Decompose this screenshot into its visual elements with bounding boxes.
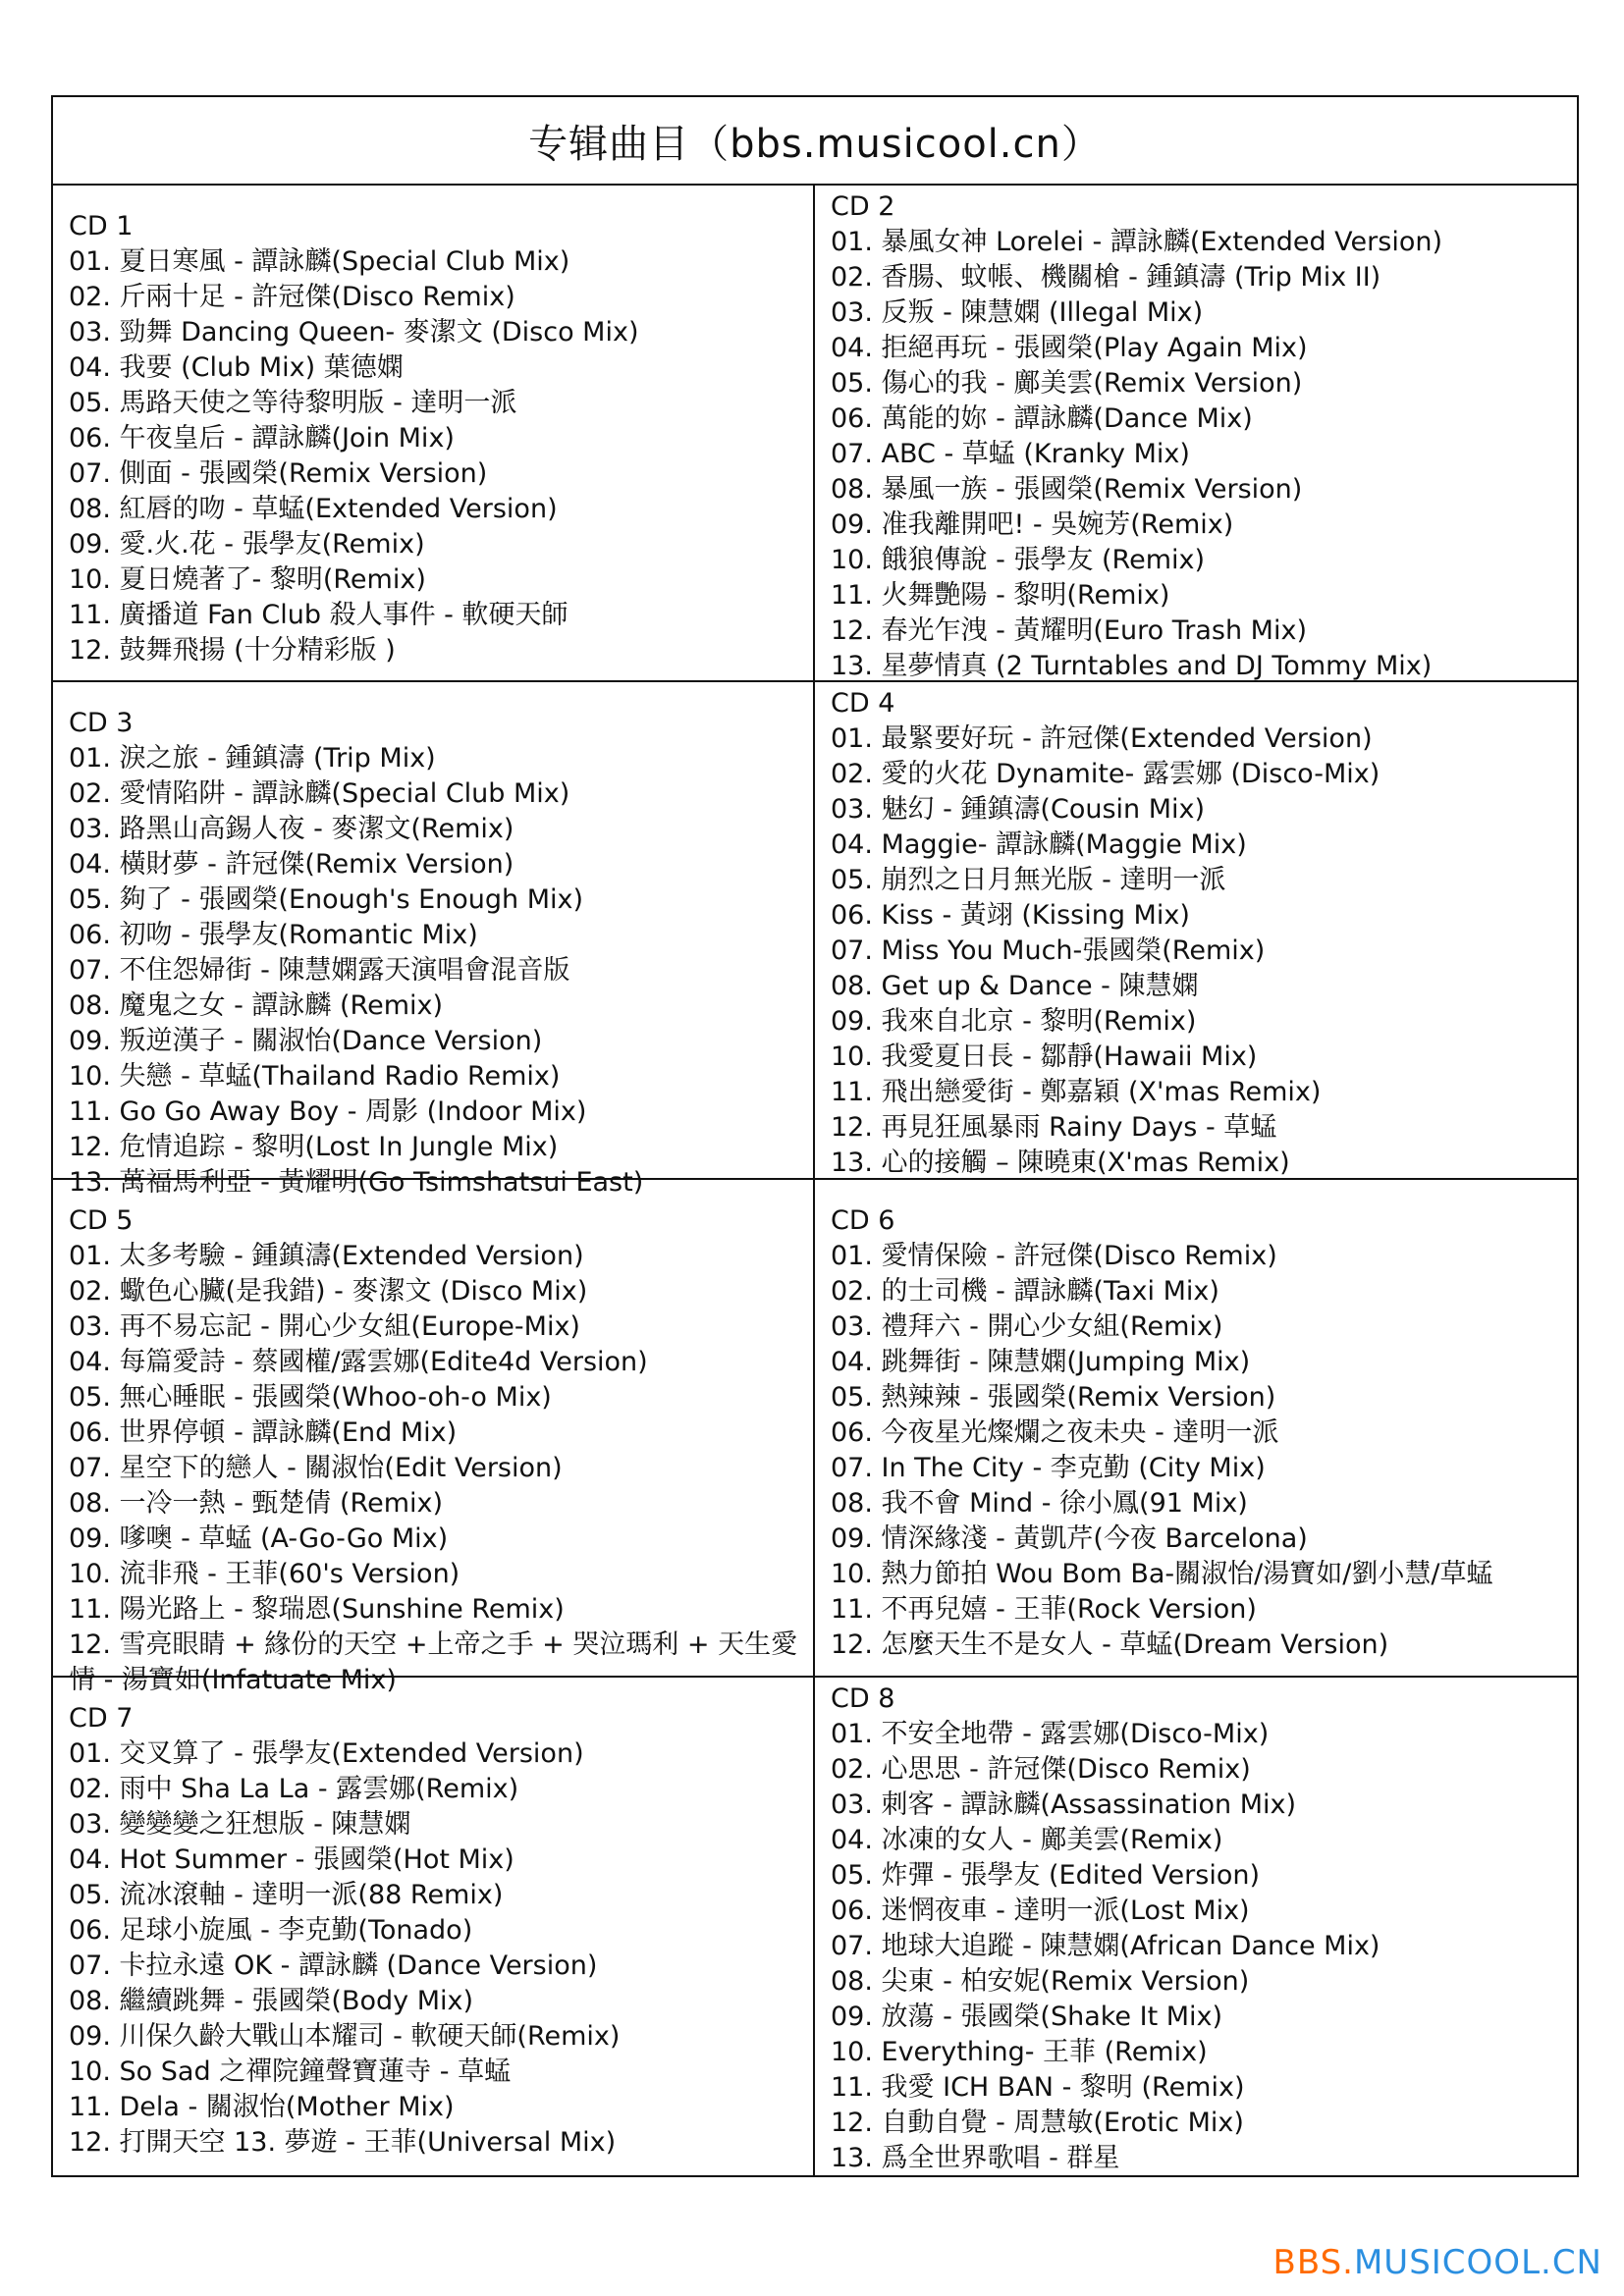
track-item: 06. 初吻 - 張學友(Romantic Mix): [69, 920, 478, 950]
track-item: 01. 交叉算了 - 張學友(Extended Version): [69, 1738, 584, 1769]
track-item: 07. 不住怨婦街 - 陳慧嫻露天演唱會混音版: [69, 955, 570, 986]
cd-label: CD 7: [69, 1703, 134, 1734]
track-item: 02. 的士司機 - 譚詠麟(Taxi Mix): [831, 1276, 1219, 1307]
track-item: 04. 冰凍的女人 - 鄺美雲(Remix): [831, 1825, 1223, 1855]
track-item: 05. 傷心的我 - 鄺美雲(Remix Version): [831, 368, 1303, 399]
track-item: 13. 萬福馬利亞 - 黃耀明(Go Tsimshatsui East): [69, 1167, 644, 1198]
track-item: 10. So Sad 之禪院鐘聲寶蓮寺 - 草蜢: [69, 2056, 512, 2087]
track-item: 09. 我來自北京 - 黎明(Remix): [831, 1006, 1197, 1037]
track-item: 11. Dela - 關淑怡(Mother Mix): [69, 2092, 455, 2122]
track-item: 07. 卡拉永遠 OK - 譚詠麟 (Dance Version): [69, 1950, 598, 1981]
track-item: 06. 今夜星光燦爛之夜未央 - 達明一派: [831, 1417, 1279, 1448]
track-item: 09. 嗲噢 - 草蜢 (A-Go-Go Mix): [69, 1523, 449, 1554]
track-item: 12. 再見狂風暴雨 Rainy Days - 草蜢: [831, 1112, 1277, 1143]
track-item: 12. 鼓舞飛揚 (十分精彩版 ): [69, 635, 396, 666]
track-item: 03. 變變變之狂想版 - 陳慧嫻: [69, 1809, 411, 1840]
track-item: 07. 星空下的戀人 - 關淑怡(Edit Version): [69, 1453, 563, 1483]
track-item: 02. 蠍色心臟(是我錯) - 麥潔文 (Disco Mix): [69, 1276, 588, 1307]
track-item: 11. 不再兒嬉 - 王菲(Rock Version): [831, 1594, 1257, 1625]
track-item: 12. 雪亮眼睛 + 緣份的天空 +上帝之手 + 哭泣瑪利 + 天生愛情 - 湯寶如(Infatuate Mix): [69, 1629, 798, 1695]
track-item: 11. Go Go Away Boy - 周影 (Indoor Mix): [69, 1096, 587, 1127]
tracklist-table: [51, 95, 1579, 2177]
track-item: 11. 我愛 ICH BAN - 黎明 (Remix): [831, 2072, 1245, 2103]
track-item: 09. 准我離開吧! - 吳婉芳(Remix): [831, 509, 1234, 540]
track-item: 10. Everything- 王菲 (Remix): [831, 2037, 1208, 2067]
track-item: 02. 心思思 - 許冠傑(Disco Remix): [831, 1754, 1251, 1785]
track-item: 10. 熱力節拍 Wou Bom Ba-關淑怡/湯寶如/劉小慧/草蜢: [831, 1559, 1493, 1589]
track-item: 05. 馬路天使之等待黎明版 - 達明一派: [69, 388, 517, 418]
cd-section-6: [815, 1180, 1577, 1678]
track-item: 13. 爲全世界歌唱 - 群星: [831, 2143, 1120, 2173]
track-item: 05. 夠了 - 張國榮(Enough's Enough Mix): [69, 884, 584, 915]
watermark: [1273, 2243, 1602, 2282]
cd-section-3: [53, 682, 815, 1198]
track-item: 10. 流非飛 - 王菲(60's Version): [69, 1559, 460, 1589]
track-item: 02. 雨中 Sha La La - 露雲娜(Remix): [69, 1774, 519, 1804]
cd-label: CD 2: [831, 191, 895, 222]
track-item: 09. 叛逆漢子 - 關淑怡(Dance Version): [69, 1026, 543, 1056]
track-item: 08. Get up & Dance - 陳慧嫻: [831, 971, 1199, 1001]
track-item: 03. 再不易忘記 - 開心少女組(Europe-Mix): [69, 1311, 580, 1342]
track-item: 09. 愛.火.花 - 張學友(Remix): [69, 529, 425, 560]
track-item: 13. 星夢情真 (2 Turntables and DJ Tommy Mix): [831, 651, 1433, 681]
track-item: 01. 太多考驗 - 鍾鎮濤(Extended Version): [69, 1241, 584, 1271]
track-item: 03. 路黑山高錫人夜 - 麥潔文(Remix): [69, 814, 514, 844]
cd-label: CD 4: [831, 688, 895, 719]
track-item: 11. 陽光路上 - 黎瑞恩(Sunshine Remix): [69, 1594, 565, 1625]
track-item: 10. 失戀 - 草蜢(Thailand Radio Remix): [69, 1061, 561, 1092]
track-item: 02. 愛的火花 Dynamite- 露雲娜 (Disco-Mix): [831, 759, 1380, 789]
cd-section-5: [53, 1180, 815, 1695]
track-item: 02. 愛情陷阱 - 譚詠麟(Special Club Mix): [69, 778, 570, 809]
cd-label: CD 5: [69, 1205, 134, 1236]
track-item: 09. 放蕩 - 張國榮(Shake It Mix): [831, 2002, 1223, 2032]
track-item: 01. 夏日寒風 - 譚詠麟(Special Club Mix): [69, 246, 570, 277]
track-item: 08. 魔鬼之女 - 譚詠麟 (Remix): [69, 990, 444, 1021]
track-item: 11. 火舞艷陽 - 黎明(Remix): [831, 580, 1170, 611]
track-item: 08. 暴風一族 - 張國榮(Remix Version): [831, 474, 1303, 505]
track-item: 01. 愛情保險 - 許冠傑(Disco Remix): [831, 1241, 1277, 1271]
track-item: 07. 側面 - 張國榮(Remix Version): [69, 458, 488, 489]
track-item: 04. Maggie- 譚詠麟(Maggie Mix): [831, 829, 1247, 860]
track-item: 04. 每篇愛詩 - 蔡國權/露雲娜(Edite4d Version): [69, 1347, 648, 1377]
cd-label: CD 3: [69, 708, 134, 738]
track-item: 02. 斤兩十足 - 許冠傑(Disco Remix): [69, 282, 515, 312]
track-item: 07. ABC - 草蜢 (Kranky Mix): [831, 439, 1190, 469]
track-item: 08. 尖東 - 柏安妮(Remix Version): [831, 1966, 1250, 1997]
track-item: 08. 繼續跳舞 - 張國榮(Body Mix): [69, 1986, 474, 2016]
cd-section-2: [815, 186, 1577, 682]
watermark-part2: MUSICOOL.CN: [1353, 2243, 1602, 2282]
track-item: 03. 魅幻 - 鍾鎮濤(Cousin Mix): [831, 794, 1206, 825]
track-item: 07. Miss You Much-張國榮(Remix): [831, 935, 1266, 966]
track-item: 10. 我愛夏日長 - 鄒靜(Hawaii Mix): [831, 1041, 1258, 1072]
track-item: 04. 橫財夢 - 許冠傑(Remix Version): [69, 849, 514, 880]
track-item: 12. 打開天空 13. 夢遊 - 王菲(Universal Mix): [69, 2127, 617, 2158]
track-item: 10. 夏日燒著了- 黎明(Remix): [69, 564, 426, 595]
track-item: 07. 地球大追蹤 - 陳慧嫻(African Dance Mix): [831, 1931, 1380, 1961]
track-item: 12. 春光乍洩 - 黃耀明(Euro Trash Mix): [831, 615, 1307, 646]
track-item: 06. 午夜皇后 - 譚詠麟(Join Mix): [69, 423, 455, 454]
track-item: 05. 炸彈 - 張學友 (Edited Version): [831, 1860, 1260, 1891]
track-item: 05. 流冰滾軸 - 達明一派(88 Remix): [69, 1880, 504, 1910]
cd-label: CD 6: [831, 1205, 895, 1236]
track-item: 10. 餓狼傳說 - 張學友 (Remix): [831, 545, 1206, 575]
cd-label: CD 8: [831, 1683, 895, 1714]
track-item: 12. 自動自覺 - 周慧敏(Erotic Mix): [831, 2108, 1244, 2138]
cd-section-8: [815, 1678, 1577, 2175]
track-item: 05. 熱辣辣 - 張國榮(Remix Version): [831, 1382, 1276, 1413]
track-item: 04. 我要 (Club Mix) 葉德嫻: [69, 352, 404, 383]
track-item: 12. 怎麼天生不是女人 - 草蜢(Dream Version): [831, 1629, 1389, 1660]
track-item: 05. 無心睡眠 - 張國榮(Whoo-oh-o Mix): [69, 1382, 552, 1413]
cd-grid: [53, 186, 1577, 2175]
track-item: 04. 跳舞街 - 陳慧嫻(Jumping Mix): [831, 1347, 1251, 1377]
track-item: 03. 禮拜六 - 開心少女組(Remix): [831, 1311, 1223, 1342]
track-item: 11. 廣播道 Fan Club 殺人事件 - 軟硬天師: [69, 600, 568, 630]
track-item: 09. 情深緣淺 - 黃凱芹(今夜 Barcelona): [831, 1523, 1308, 1554]
watermark-part1: BBS.: [1272, 2243, 1354, 2282]
track-item: 07. In The City - 李克勤 (City Mix): [831, 1453, 1266, 1483]
cd-label: CD 1: [69, 211, 134, 241]
track-item: 01. 淚之旅 - 鍾鎮濤 (Trip Mix): [69, 743, 436, 774]
track-item: 03. 刺客 - 譚詠麟(Assassination Mix): [831, 1789, 1297, 1820]
track-item: 03. 反叛 - 陳慧嫻 (Illegal Mix): [831, 297, 1204, 328]
track-item: 09. 川保久齡大戰山本耀司 - 軟硬天師(Remix): [69, 2021, 621, 2052]
track-item: 06. 足球小旋風 - 李克勤(Tonado): [69, 1915, 473, 1946]
track-item: 03. 勁舞 Dancing Queen- 麥潔文 (Disco Mix): [69, 317, 639, 347]
track-item: 12. 危情追踪 - 黎明(Lost In Jungle Mix): [69, 1132, 559, 1162]
track-item: 11. 飛出戀愛街 - 鄭嘉穎 (X'mas Remix): [831, 1077, 1322, 1107]
track-item: 04. 拒絕再玩 - 張國榮(Play Again Mix): [831, 333, 1308, 363]
track-item: 01. 暴風女神 Lorelei - 譚詠麟(Extended Version): [831, 227, 1443, 257]
cd-section-7: [53, 1678, 815, 2175]
track-item: 08. 紅唇的吻 - 草蜢(Extended Version): [69, 494, 558, 524]
track-item: 01. 最緊要好玩 - 許冠傑(Extended Version): [831, 723, 1373, 754]
track-item: 05. 崩烈之日月無光版 - 達明一派: [831, 865, 1226, 895]
track-item: 02. 香腸、蚊帳、機關槍 - 鍾鎮濤 (Trip Mix II): [831, 262, 1381, 293]
track-item: 06. 世界停頓 - 譚詠麟(End Mix): [69, 1417, 458, 1448]
cd-section-1: [53, 186, 815, 682]
track-item: 08. 一冷一熱 - 甄楚倩 (Remix): [69, 1488, 444, 1519]
track-item: 06. Kiss - 黃翊 (Kissing Mix): [831, 900, 1190, 931]
track-item: 06. 萬能的妳 - 譚詠麟(Dance Mix): [831, 403, 1253, 434]
track-item: 01. 不安全地帶 - 露雲娜(Disco-Mix): [831, 1719, 1270, 1749]
cd-section-4: [815, 682, 1577, 1180]
track-item: 04. Hot Summer - 張國榮(Hot Mix): [69, 1844, 514, 1875]
track-item: 08. 我不會 Mind - 徐小鳳(91 Mix): [831, 1488, 1248, 1519]
track-item: 13. 心的接觸 – 陳曉東(X'mas Remix): [831, 1148, 1290, 1178]
track-item: 06. 迷惘夜車 - 達明一派(Lost Mix): [831, 1896, 1250, 1926]
page-title: 专辑曲目（bbs.musicool.cn）: [53, 97, 1577, 186]
